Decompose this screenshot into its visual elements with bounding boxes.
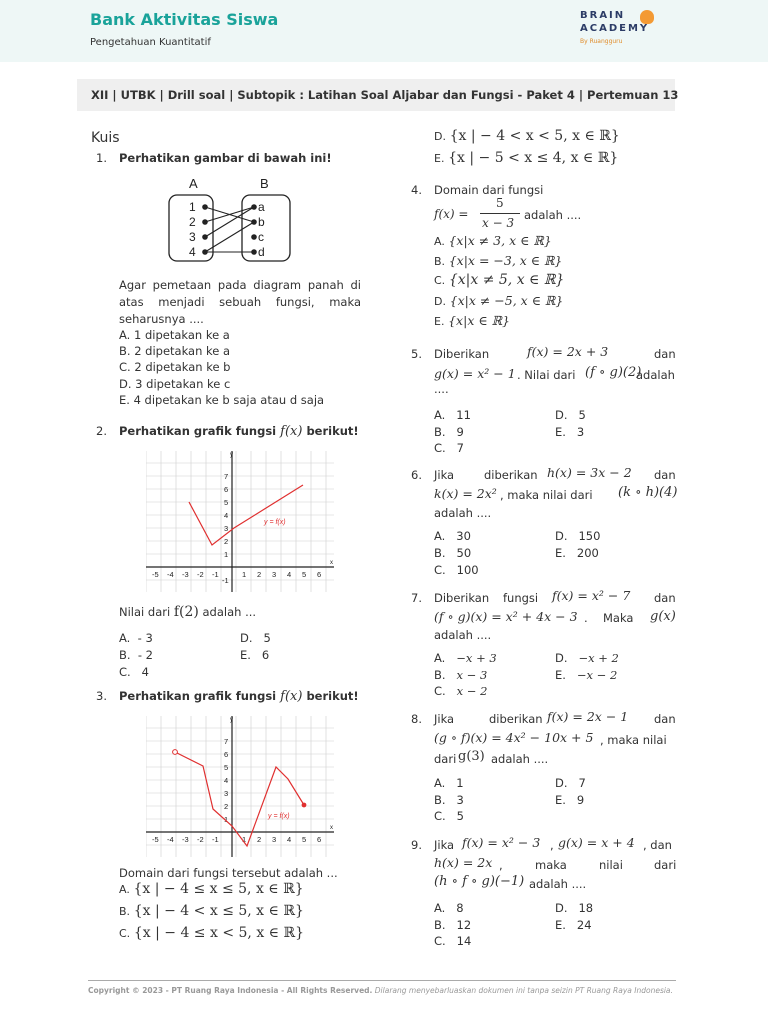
q8-option-c: C. 5 xyxy=(434,809,464,823)
q4-tail: adalah .... xyxy=(524,208,582,222)
q6-number: 6. xyxy=(411,468,422,482)
q9-word: , xyxy=(499,858,503,872)
q6-option-e: E. 200 xyxy=(555,546,599,560)
q8-option-a: A. 1 xyxy=(434,776,464,790)
svg-text:2: 2 xyxy=(224,537,229,546)
q3-prompt-pre: Perhatikan grafik fungsi xyxy=(119,689,277,703)
q4-prompt: Domain dari fungsi xyxy=(434,183,544,197)
page-header xyxy=(0,0,768,62)
svg-text:1: 1 xyxy=(242,570,247,579)
svg-text:5: 5 xyxy=(224,498,229,507)
q5-option-c: C. 7 xyxy=(434,441,464,455)
svg-text:-4: -4 xyxy=(167,835,174,844)
svg-text:4: 4 xyxy=(224,511,229,520)
q8-option-b: B. 3 xyxy=(434,793,464,807)
q2-graph-label: y = f(x) xyxy=(264,519,286,526)
q8-word: dari xyxy=(434,752,457,766)
q7-word: dan xyxy=(654,591,676,605)
q6-option-b: B. 50 xyxy=(434,546,472,560)
q8-math: g(3) xyxy=(458,749,485,764)
q8-option-d: D. 7 xyxy=(555,776,586,790)
q4-option-a: A. {x|x ≠ 3, x ∈ ℝ} xyxy=(434,233,552,248)
svg-text:-1: -1 xyxy=(222,576,229,585)
set-a-item: 3 xyxy=(189,230,196,244)
q1-option: B. 2 dipetakan ke a xyxy=(119,344,231,358)
q7-word: Maka xyxy=(603,611,634,625)
q5-math: f(x) = 2x + 3 xyxy=(527,344,609,359)
q6-word: Jika xyxy=(434,468,455,482)
svg-text:-2: -2 xyxy=(197,835,204,844)
q5-math: (f ∘ g)(2) xyxy=(585,365,642,380)
header-title: Bank Aktivitas Siswa xyxy=(90,10,279,29)
q2-prompt-post: berikut! xyxy=(306,424,359,438)
svg-text:5: 5 xyxy=(302,835,307,844)
logo-text-academy: ACADEMY xyxy=(580,23,650,34)
set-a-item: 1 xyxy=(189,200,196,214)
q7-option-d: D. −x + 2 xyxy=(555,651,619,665)
q2-option-b: B. - 2 xyxy=(119,648,153,662)
q9-word: adalah .... xyxy=(529,877,587,891)
q4-option-b: B. {x|x = −3, x ∈ ℝ} xyxy=(434,253,563,268)
q7-word: Diberikan xyxy=(434,591,490,605)
q1-number: 1. xyxy=(96,151,107,165)
q9-option-e: E. 24 xyxy=(555,918,592,932)
svg-text:3: 3 xyxy=(224,789,229,798)
q8-word: diberikan xyxy=(489,712,543,726)
q3-option-a: A. {x | − 4 ≤ x ≤ 5, x ∈ ℝ} xyxy=(119,881,304,897)
set-a-item: 4 xyxy=(189,245,196,259)
q8-word: dan xyxy=(654,712,676,726)
q8-word: , maka nilai xyxy=(600,733,667,747)
q2-option-e: E. 6 xyxy=(240,648,270,662)
set-b-item: d xyxy=(258,245,265,259)
q7-word: adalah .... xyxy=(434,628,492,642)
q6-word: dan xyxy=(654,468,676,482)
svg-text:-1: -1 xyxy=(212,835,219,844)
q2-f2: f(2) xyxy=(173,604,199,620)
q6-math: h(x) = 3x − 2 xyxy=(547,465,632,480)
svg-text:x: x xyxy=(330,825,333,831)
q9-math: g(x) = x + 4 xyxy=(558,835,635,850)
q7-math: (f ∘ g)(x) = x² + 4x − 3 xyxy=(434,609,578,624)
q3-number: 3. xyxy=(96,689,107,703)
svg-text:-4: -4 xyxy=(167,570,174,579)
q7-option-e: E. −x − 2 xyxy=(555,668,618,682)
q2-question xyxy=(119,604,256,620)
topic-bar xyxy=(77,79,679,111)
q3-graph xyxy=(146,711,334,857)
q7-option-c: C. x − 2 xyxy=(434,684,488,698)
q7-word: . xyxy=(584,611,588,625)
q8-math: (g ∘ f)(x) = 4x² − 10x + 5 xyxy=(434,730,594,745)
q3-graph-label: y = f(x) xyxy=(268,813,290,820)
q4-fx-lhs: f(x) = xyxy=(434,207,469,221)
q5-word: .... xyxy=(434,382,449,396)
q3-option-e: E. {x | − 5 < x ≤ 4, x ∈ ℝ} xyxy=(434,150,619,166)
svg-text:4: 4 xyxy=(287,570,292,579)
svg-text:-3: -3 xyxy=(182,835,189,844)
logo-text-by: By Ruangguru xyxy=(580,38,623,45)
q3-option-c: C. {x | − 4 ≤ x < 5, x ∈ ℝ} xyxy=(119,925,305,941)
q9-word: maka xyxy=(535,858,567,872)
q6-math: k(x) = 2x² xyxy=(434,486,497,501)
svg-text:-2: -2 xyxy=(197,570,204,579)
q5-number: 5. xyxy=(411,347,422,361)
q2-option-c: C. 4 xyxy=(119,665,149,679)
q2-prompt xyxy=(119,424,359,439)
svg-text:2: 2 xyxy=(224,802,229,811)
q2-prompt-pre: Perhatikan grafik fungsi xyxy=(119,424,277,438)
footer-divider xyxy=(88,980,676,981)
q4-option-c: C. {x|x ≠ 5, x ∈ ℝ} xyxy=(434,272,565,288)
q6-word: , maka nilai dari xyxy=(500,488,593,502)
q9-word: nilai xyxy=(599,858,623,872)
header-subtitle: Pengetahuan Kuantitatif xyxy=(90,37,211,48)
q3-fx: f(x) xyxy=(280,689,303,704)
q1-option: E. 4 dipetakan ke b saja atau d saja xyxy=(119,393,325,407)
section-title: Kuis xyxy=(91,130,120,146)
svg-text:6: 6 xyxy=(317,570,322,579)
svg-text:-5: -5 xyxy=(152,570,159,579)
q4-denominator: x − 3 xyxy=(482,216,515,230)
q6-word: adalah .... xyxy=(434,506,492,520)
brain-academy-logo xyxy=(580,10,680,54)
q7-option-b: B. x − 3 xyxy=(434,668,488,682)
footer-notice: Dilarang menyebarluaskan dokumen ini tanpa seizin PT Ruang Raya Indonesia. xyxy=(374,986,673,995)
q4-function xyxy=(434,196,594,232)
q1-option: C. 2 dipetakan ke b xyxy=(119,360,231,374)
q8-option-e: E. 9 xyxy=(555,793,585,807)
q3-prompt-post: berikut! xyxy=(306,689,359,703)
svg-text:x: x xyxy=(330,560,333,566)
q2-question-post: adalah ... xyxy=(202,605,257,619)
q6-option-a: A. 30 xyxy=(434,529,471,543)
q9-math: f(x) = x² − 3 xyxy=(462,835,541,850)
q9-math: (h ∘ f ∘ g)(−1) xyxy=(434,874,525,889)
q8-word: Jika xyxy=(434,712,455,726)
q6-word: diberikan xyxy=(484,468,538,482)
q9-option-b: B. 12 xyxy=(434,918,472,932)
svg-text:4: 4 xyxy=(287,835,292,844)
q5-math: g(x) = x² − 1 xyxy=(434,366,516,381)
q5-option-d: D. 5 xyxy=(555,408,586,422)
q5-word: Diberikan xyxy=(434,347,490,361)
arrow-diagram xyxy=(165,175,295,265)
q3-question: Domain dari fungsi tersebut adalah ... xyxy=(119,866,338,880)
q5-option-e: E. 3 xyxy=(555,425,585,439)
q6-option-c: C. 100 xyxy=(434,563,479,577)
q3-option-b: B. {x | − 4 < x ≤ 5, x ∈ ℝ} xyxy=(119,903,304,919)
svg-text:7: 7 xyxy=(224,472,229,481)
svg-text:1: 1 xyxy=(224,550,229,559)
svg-text:-5: -5 xyxy=(152,835,159,844)
svg-text:2: 2 xyxy=(257,570,262,579)
svg-text:6: 6 xyxy=(224,750,229,759)
q1-option: A. 1 dipetakan ke a xyxy=(119,328,230,342)
q8-number: 8. xyxy=(411,712,422,726)
set-b-item: b xyxy=(258,215,265,229)
set-b-item: a xyxy=(258,200,265,214)
svg-text:1: 1 xyxy=(242,835,247,844)
svg-text:7: 7 xyxy=(224,737,229,746)
q4-numerator: 5 xyxy=(496,196,504,210)
svg-text:5: 5 xyxy=(302,570,307,579)
set-b-label: B xyxy=(260,176,269,191)
q9-math: h(x) = 2x xyxy=(434,855,493,870)
q9-option-a: A. 8 xyxy=(434,901,464,915)
q7-math: g(x) xyxy=(650,609,676,624)
q7-option-a: A. −x + 3 xyxy=(434,651,497,665)
q2-fx: f(x) xyxy=(280,424,303,439)
q8-word: adalah .... xyxy=(491,752,549,766)
q6-option-d: D. 150 xyxy=(555,529,601,543)
svg-text:6: 6 xyxy=(317,835,322,844)
q8-math: f(x) = 2x − 1 xyxy=(547,709,629,724)
lightbulb-icon xyxy=(640,10,654,24)
svg-text:3: 3 xyxy=(224,524,229,533)
set-a-label: A xyxy=(189,176,198,191)
svg-text:4: 4 xyxy=(224,776,229,785)
q2-option-d: D. 5 xyxy=(240,631,271,645)
svg-text:2: 2 xyxy=(257,835,262,844)
q9-option-d: D. 18 xyxy=(555,901,594,915)
q1-prompt: Perhatikan gambar di bawah ini! xyxy=(119,151,332,165)
q2-question-pre: Nilai dari xyxy=(119,605,171,619)
q7-number: 7. xyxy=(411,591,422,605)
q5-option-a: A. 11 xyxy=(434,408,471,422)
q5-option-b: B. 9 xyxy=(434,425,464,439)
svg-text:-3: -3 xyxy=(182,570,189,579)
q9-word: dari xyxy=(654,858,677,872)
q9-word: , dan xyxy=(643,838,672,852)
svg-text:3: 3 xyxy=(272,835,277,844)
q9-word: , xyxy=(550,838,554,852)
svg-text:-1: -1 xyxy=(212,570,219,579)
svg-text:y: y xyxy=(230,717,233,723)
footer-copyright: Copyright © 2023 - PT Ruang Raya Indonesia - All Rights Reserved. xyxy=(88,986,373,995)
q1-text: Agar pemetaan pada diagram panah di atas menjadi sebuah fungsi, maka seharusnya .... xyxy=(119,278,361,326)
q7-word: fungsi xyxy=(503,591,539,605)
q4-number: 4. xyxy=(411,183,422,197)
q5-word: adalah xyxy=(636,368,675,382)
q2-option-a: A. - 3 xyxy=(119,631,153,645)
q4-option-d: D. {x|x ≠ −5, x ∈ ℝ} xyxy=(434,293,564,308)
svg-text:y: y xyxy=(230,452,233,458)
svg-text:5: 5 xyxy=(224,763,229,772)
q6-math: (k ∘ h)(4) xyxy=(618,485,678,500)
q9-number: 9. xyxy=(411,838,422,852)
set-a-item: 2 xyxy=(189,215,196,229)
svg-text:1: 1 xyxy=(224,815,229,824)
q3-option-d: D. {x | − 4 < x < 5, x ∈ ℝ} xyxy=(434,128,620,144)
q9-option-c: C. 14 xyxy=(434,934,472,948)
svg-text:3: 3 xyxy=(272,570,277,579)
q2-graph xyxy=(146,446,334,592)
q5-word: . Nilai dari xyxy=(517,368,576,382)
q4-option-e: E. {x|x ∈ ℝ} xyxy=(434,313,510,328)
set-b-item: c xyxy=(258,230,264,244)
q1-option: D. 3 dipetakan ke c xyxy=(119,377,231,391)
logo-text-brain: BRAIN xyxy=(580,10,626,21)
q3-prompt xyxy=(119,689,359,704)
svg-text:6: 6 xyxy=(224,485,229,494)
topic-text: XII | UTBK | Drill soal | Subtopik : Latihan Soal Aljabar dan Fungsi - Paket 4 | Pertemuan 13 xyxy=(91,88,679,102)
q2-number: 2. xyxy=(96,424,107,438)
page-footer xyxy=(88,986,673,995)
q5-word: dan xyxy=(654,347,676,361)
q7-math: f(x) = x² − 7 xyxy=(552,588,631,603)
q9-word: Jika xyxy=(434,838,455,852)
